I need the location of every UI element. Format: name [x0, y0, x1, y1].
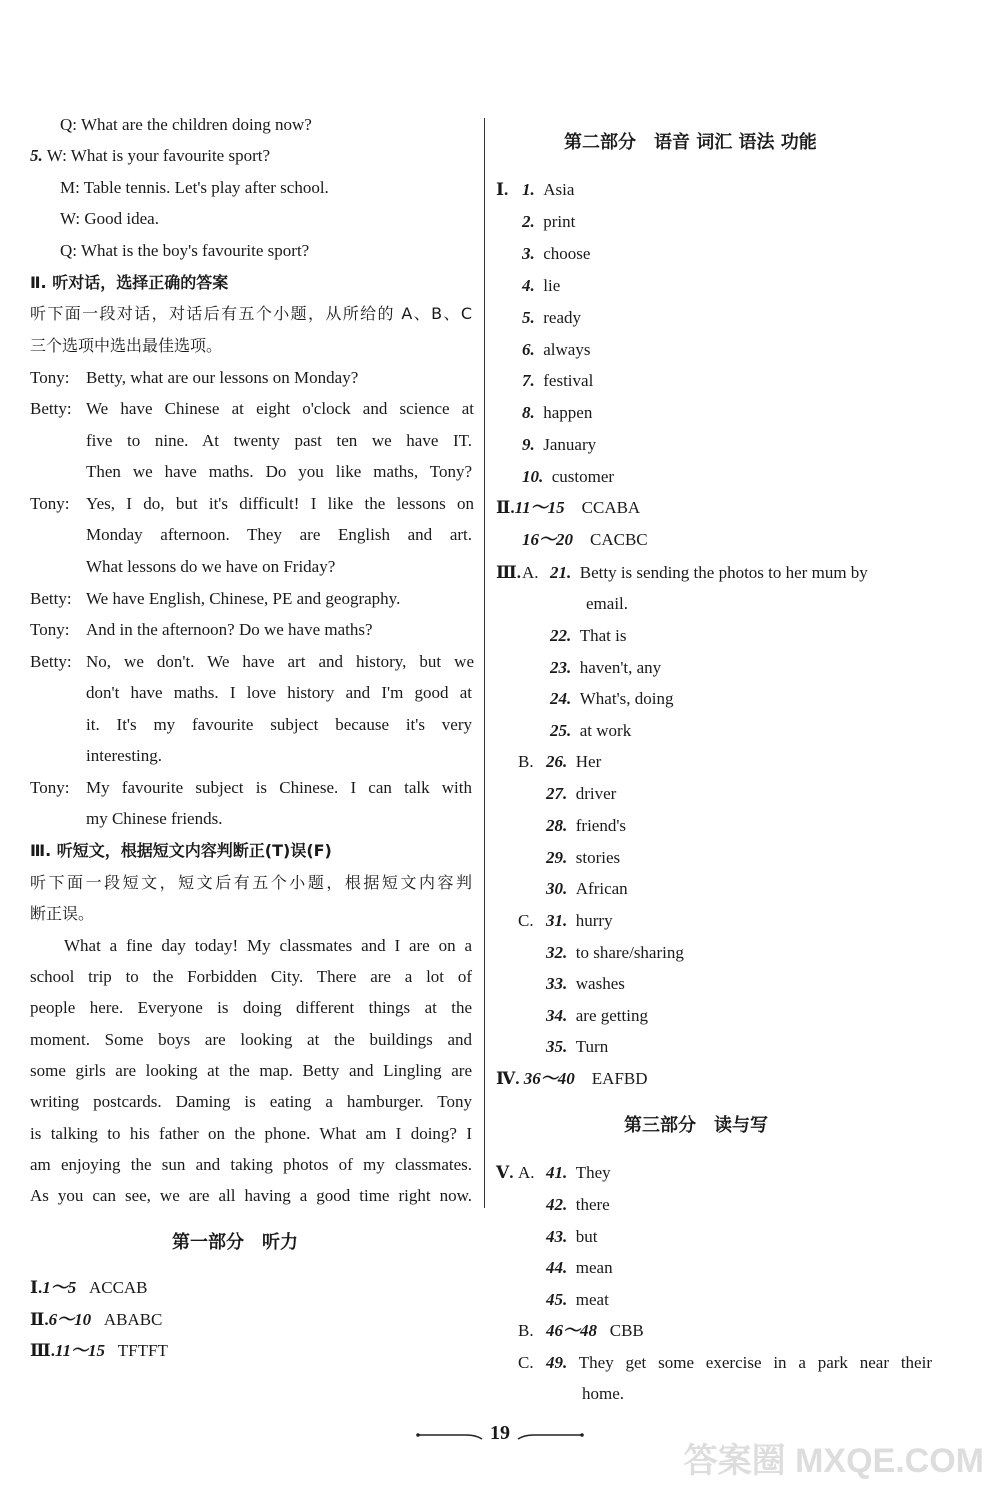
dialogue-text: my Chinese friends. — [86, 809, 223, 828]
answer-item: 31. hurry — [546, 911, 613, 930]
dialogue-text: Monday afternoon. They are English and art. — [86, 525, 472, 544]
dialogue-text: Then we have maths. Do you like maths, Tony? — [86, 462, 472, 481]
sub-label: B. — [518, 1321, 534, 1340]
passage-line: some girls are looking at the map. Betty and Lingling are — [30, 1061, 472, 1080]
dialogue-text: No, we don't. We have art and history, but we — [86, 652, 474, 671]
right-ornament-icon — [514, 1430, 584, 1440]
page-number: 19 — [490, 1422, 510, 1444]
dialogue-line: Q: What are the children doing now? — [60, 115, 312, 134]
answer-item: 43. but — [546, 1227, 598, 1246]
section-roman: Ⅴ. — [496, 1163, 514, 1182]
dialogue-text: don't have maths. I love history and I'm good at — [86, 683, 472, 702]
section-2-instruction: 听下面一段对话，对话后有五个小题，从所给的 A、B、C — [30, 304, 472, 323]
answer-item: 33. washes — [546, 974, 625, 993]
answer-item: 5. ready — [522, 308, 582, 327]
speaker: Tony: — [30, 778, 70, 797]
dialogue-line: 5. W: What is your favourite sport? — [30, 146, 271, 165]
answer-row: Ⅱ.11～15 CCABA — [496, 498, 641, 517]
answer-row: Ⅳ. 36～40 EAFBD — [496, 1069, 648, 1088]
section-3-title: Ⅲ. 听短文，根据短文内容判断正(T)误(F) — [30, 841, 332, 860]
answer-item: 32. to share/sharing — [546, 943, 684, 962]
speaker: Betty: — [30, 399, 72, 418]
answer-item: 24. What's, doing — [550, 689, 674, 708]
answer-item-continuation: home. — [582, 1384, 625, 1403]
answer-item: 30. African — [546, 879, 628, 898]
passage-line: is talking to his father on the phone. What am I doing? I — [30, 1124, 472, 1143]
speaker: Betty: — [30, 652, 72, 671]
answer-row: 16～20 CACBC — [522, 530, 648, 549]
answer-item-continuation: email. — [586, 594, 629, 613]
answer-item: 7. festival — [522, 371, 594, 390]
answer-item: 10. customer — [522, 467, 615, 486]
answer-item: 26. Her — [546, 752, 602, 771]
dialogue-text: five to nine. At twenty past ten we have IT. — [86, 431, 472, 450]
passage-line: moment. Some boys are looking at the buildings and — [30, 1030, 472, 1049]
answer-row: Ⅰ.1～5 ACCAB — [30, 1278, 148, 1297]
sub-label: B. — [518, 752, 534, 771]
dialogue-line: M: Table tennis. Let's play after school. — [60, 178, 329, 197]
answer-item: 9. January — [522, 435, 597, 454]
section-3-instruction: 断正误。 — [30, 904, 95, 923]
section-3-instruction: 听下面一段短文，短文后有五个小题，根据短文内容判 — [30, 873, 472, 892]
answer-item: 2. print — [522, 212, 576, 231]
dialogue-line: Q: What is the boy's favourite sport? — [60, 241, 310, 260]
answer-item: 6. always — [522, 340, 591, 359]
answer-item: 1. Asia — [522, 180, 575, 199]
answer-item: 28. friend's — [546, 816, 627, 835]
section-roman: Ⅰ. — [496, 180, 509, 199]
dialogue-text: it. It's my favourite subject because it's very — [86, 715, 472, 734]
watermark: 答案圈 MXQE.COM — [683, 1442, 984, 1480]
answer-item: 45. meat — [546, 1290, 609, 1309]
answer-row: 46～48 CBB — [546, 1321, 644, 1340]
dialogue-text: My favourite subject is Chinese. I can talk with — [86, 778, 472, 797]
answer-item: 21. Betty is sending the photos to her mum by — [550, 563, 868, 582]
dialogue-text: Betty, what are our lessons on Monday? — [86, 368, 359, 387]
answer-row: Ⅱ.6～10 ABABC — [30, 1310, 163, 1329]
sub-label: A. — [518, 1163, 535, 1182]
section-roman: Ⅲ. — [496, 563, 521, 582]
sub-label: C. — [518, 911, 534, 930]
answer-item: 34. are getting — [546, 1006, 648, 1025]
answer-item: 35. Turn — [546, 1037, 609, 1056]
column-divider — [484, 118, 485, 1208]
answer-item: 22. That is — [550, 626, 627, 645]
speaker: Tony: — [30, 368, 70, 387]
dialogue-text: And in the afternoon? Do we have maths? — [86, 620, 373, 639]
answer-item: 27. driver — [546, 784, 617, 803]
dialogue-text: What lessons do we have on Friday? — [86, 557, 336, 576]
passage-line: people here. Everyone is doing different things at the — [30, 998, 472, 1017]
left-ornament-icon — [416, 1430, 486, 1440]
answer-item: 49. They get some exercise in a park near their — [546, 1353, 932, 1372]
section-2-instruction: 三个选项中选出最佳选项。 — [30, 336, 223, 355]
passage-line: As you can see, we are all having a good time right now. — [30, 1186, 472, 1205]
speaker: Tony: — [30, 494, 70, 513]
answer-item: 25. at work — [550, 721, 632, 740]
dialogue-text: Yes, I do, but it's difficult! I like the lessons on — [86, 494, 474, 513]
sub-label: C. — [518, 1353, 534, 1372]
part-1-title: 第一部分 听力 — [172, 1232, 298, 1253]
passage-line: am enjoying the sun and taking photos of my classmates. — [30, 1155, 472, 1174]
dialogue-text: interesting. — [86, 746, 163, 765]
answer-row: Ⅲ.11～15 TFTFT — [30, 1341, 168, 1360]
part-2-title: 第二部分 语音 词汇 语法 功能 — [564, 132, 817, 153]
answer-item: 41. They — [546, 1163, 611, 1182]
section-2-title: Ⅱ. 听对话，选择正确的答案 — [30, 273, 229, 292]
dialogue-line: W: Good idea. — [60, 209, 159, 228]
dialogue-text: We have Chinese at eight o'clock and science at — [86, 399, 474, 418]
answer-item: 4. lie — [522, 276, 561, 295]
answer-item: 8. happen — [522, 403, 593, 422]
speaker: Tony: — [30, 620, 70, 639]
passage-line: school trip to the Forbidden City. There are a lot of — [30, 967, 472, 986]
sub-label: A. — [522, 563, 539, 582]
part-3-title: 第三部分 读与写 — [624, 1115, 768, 1136]
answer-item: 29. stories — [546, 848, 621, 867]
dialogue-text: We have English, Chinese, PE and geography. — [86, 589, 401, 608]
answer-item: 42. there — [546, 1195, 610, 1214]
answer-item: 44. mean — [546, 1258, 613, 1277]
answer-item: 23. haven't, any — [550, 658, 662, 677]
answer-item: 3. choose — [522, 244, 591, 263]
passage-line: What a fine day today! My classmates and I are on a — [64, 936, 472, 955]
speaker: Betty: — [30, 589, 72, 608]
passage-line: writing postcards. Daming is eating a hamburger. Tony — [30, 1092, 472, 1111]
